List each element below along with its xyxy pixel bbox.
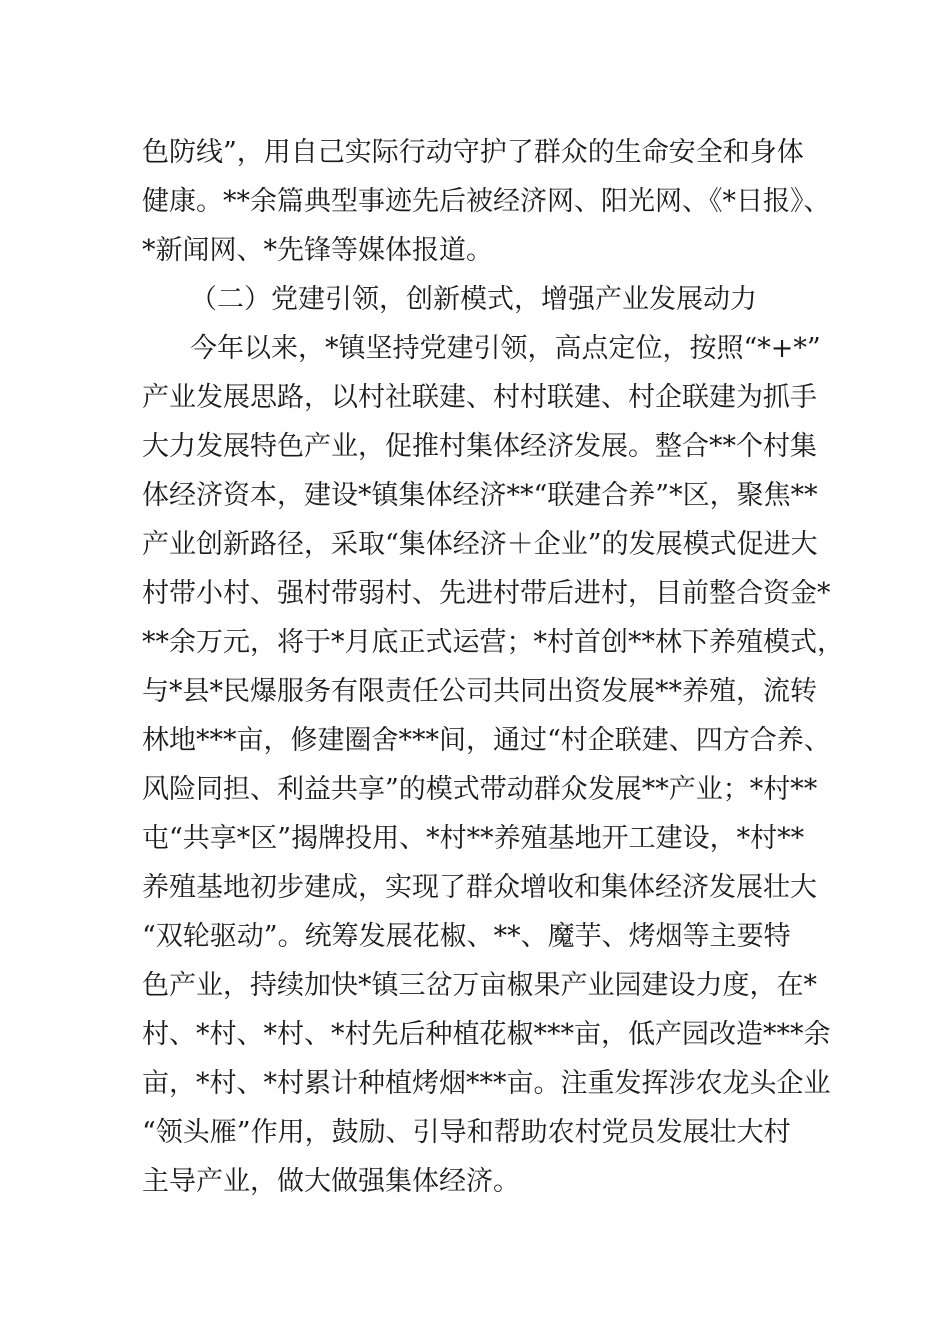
text-line: 体经济资本，建设*镇集体经济**“联建合养”*区，聚焦** (142, 480, 818, 511)
text-line: 产业发展思路，以村社联建、村村联建、村企联建为抓手 (142, 382, 817, 413)
text-line: 主导产业，做大做强集体经济。 (142, 1166, 520, 1197)
section-heading: （二）党建引领，创新模式，增强产业发展动力 (190, 284, 757, 315)
text-line: 与*县*民爆服务有限责任公司共同出资发展**养殖，流转 (142, 676, 817, 707)
text-line: 村、*村、*村、*村先后种植花椒***亩，低产园改造***余 (142, 1019, 831, 1050)
text-line: “双轮驱动”。统筹发展花椒、**、魔芋、烤烟等主要特 (142, 921, 791, 952)
text-line: **余万元，将于*月底正式运营；*村首创**林下养殖模式， (142, 627, 844, 658)
text-line: 养殖基地初步建成，实现了群众增收和集体经济发展壮大 (142, 872, 817, 903)
text-line: 亩，*村、*村累计种植烤烟***亩。注重发挥涉农龙头企业 (142, 1068, 831, 1099)
text-line: *新闻网、*先锋等媒体报道。 (142, 235, 493, 266)
text-line: 今年以来，*镇坚持党建引领，高点定位，按照“*+*” (190, 333, 821, 364)
text-line: 色产业，持续加快*镇三岔万亩椒果产业园建设力度，在* (142, 970, 817, 1001)
text-line: 林地***亩，修建圈舍***间，通过“村企联建、四方合养、 (142, 725, 831, 756)
text-line: 大力发展特色产业，促推村集体经济发展。整合**个村集 (142, 431, 817, 462)
text-line: “领头雁”作用，鼓励、引导和帮助农村党员发展壮大村 (142, 1117, 791, 1148)
text-line: 风险同担、利益共享”的模式带动群众发展**产业；*村** (142, 774, 818, 805)
text-line: 村带小村、强村带弱村、先进村带后进村，目前整合资金* (142, 578, 831, 609)
text-line: 色防线”，用自己实际行动守护了群众的生命安全和身体 (142, 137, 804, 168)
text-line: 健康。**余篇典型事迹先后被经济网、阳光网、《*日报》、 (142, 186, 831, 217)
text-line: 产业创新路径，采取“集体经济＋企业”的发展模式促进大 (142, 529, 818, 560)
text-line: 屯“共享*区”揭牌投用、*村**养殖基地开工建设，*村** (142, 823, 805, 854)
